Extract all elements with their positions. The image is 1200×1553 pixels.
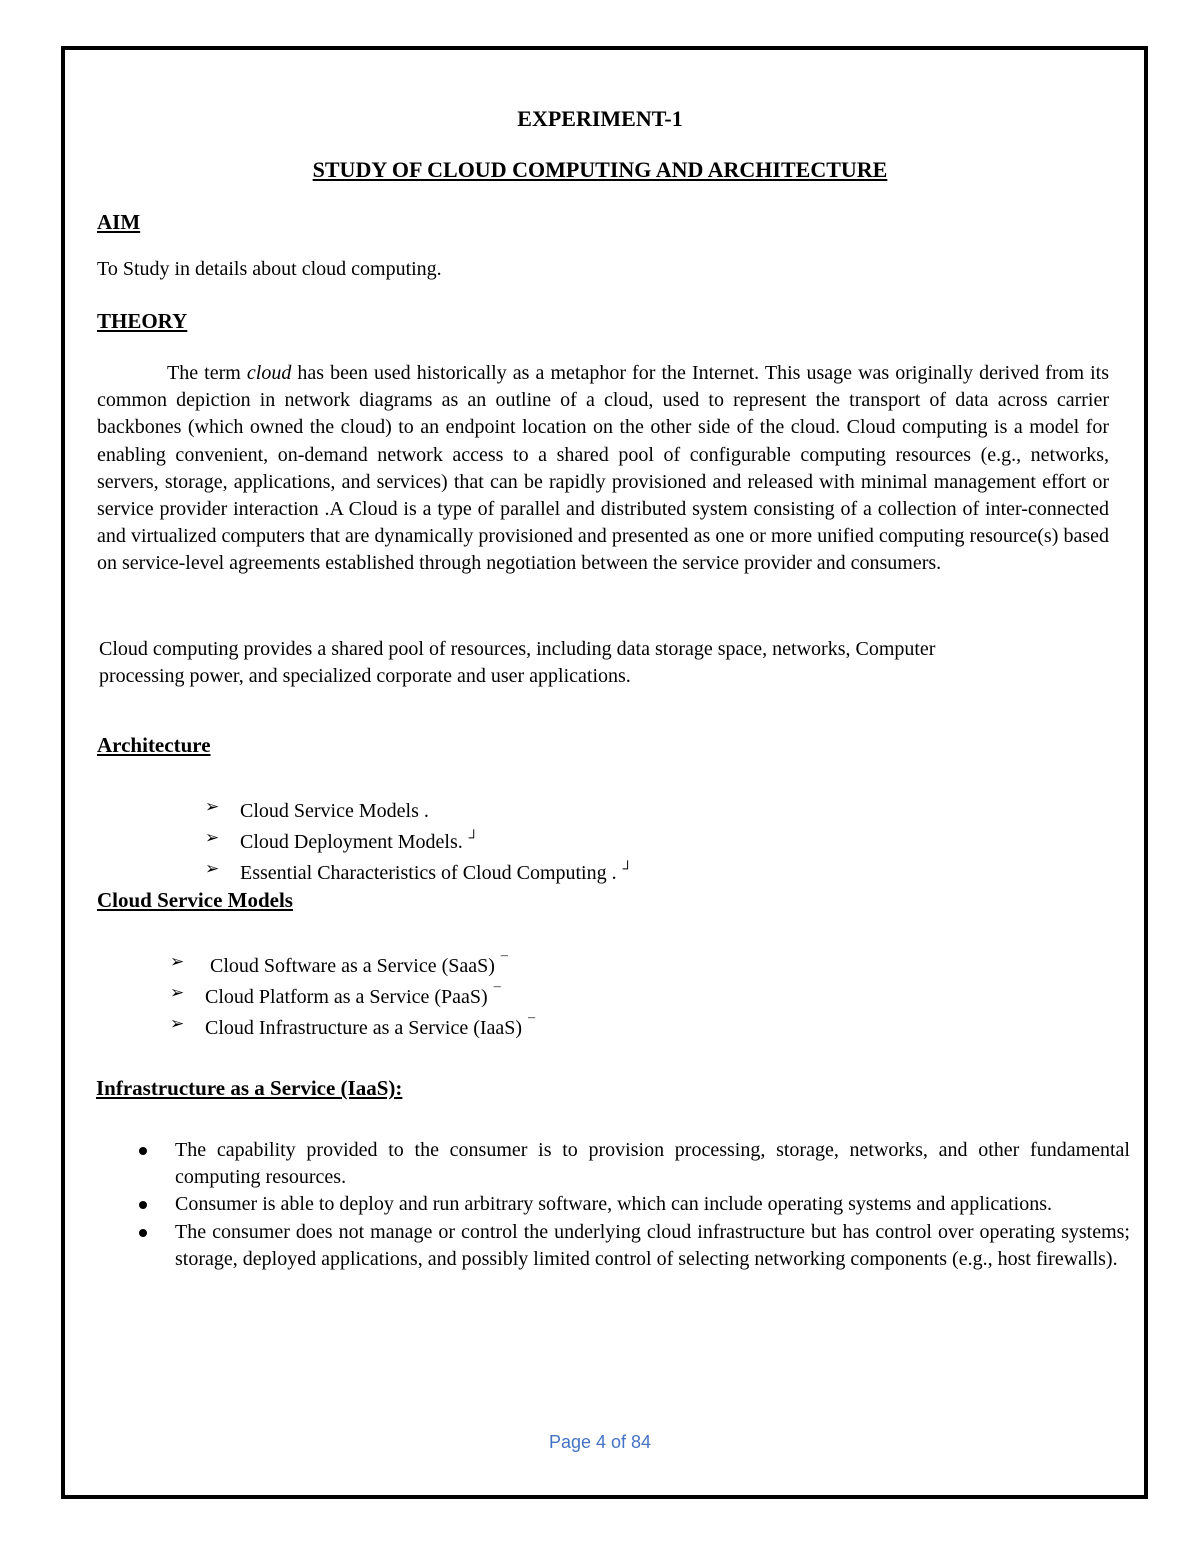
theory-para2-line2: processing power, and specialized corporate and user applications. [99,665,631,687]
experiment-label: EXPERIMENT-1 [517,106,683,131]
bullet-dot-icon [139,1147,147,1155]
theory-heading: THEORY [97,309,188,333]
theory-text-rest: has been used historically as a metaphor for the Internet. This usage was originally derived from its common depiction in network diagrams as an outline of a cloud, used to represent the transport of data across carrier backbones (which owned the cloud) to an endpoint location on the other side of the cloud. Cloud computing is a model for enabling convenient, on-demand network access to a shared pool of configurable computing resources (e.g., networks, servers, storage, applications, and services) that can be rapidly provisioned and released with minimal management effort or service provider interaction .A Cloud is a type of parallel and distributed system consisting of a collection of inter-connected and virtualized computers that are dynamically provisioned and presented as one or more unified computing resource(s) based on service-level agreements established through negotiation between the service provider and consumers. [97,362,1110,575]
service-model-mark: ¯ [528,1017,536,1032]
arrowhead-icon: ➢ [205,859,220,879]
theory-para2-line1: Cloud computing provides a shared pool of resources, including data storage space, networks, Computer [99,638,936,660]
architecture-item-mark: ┘ [622,862,633,877]
theory-text-start: The term [167,362,247,384]
architecture-item-label: Essential Characteristics of Cloud Computing . [240,862,617,884]
bullet-dot-icon [139,1201,147,1209]
arrowhead-icon: ➢ [205,828,220,848]
architecture-item-mark: ┘ [468,831,479,846]
service-model-mark: ¯ [493,986,501,1001]
arrowhead-icon: ➢ [170,983,185,1003]
architecture-heading: Architecture [97,733,211,757]
iaas-heading: Infrastructure as a Service (IaaS): [96,1076,403,1100]
iaas-bullet-text: Consumer is able to deploy and run arbitrary software, which can include operating systems and applications. [175,1193,1052,1216]
page-title: STUDY OF CLOUD COMPUTING AND ARCHITECTURE [312,157,888,182]
theory-paragraph [97,360,1109,578]
service-model-label: Cloud Infrastructure as a Service (IaaS) [205,1017,523,1039]
list-item [170,978,535,1009]
page-number: Page 4 of 84 [548,1432,652,1452]
iaas-bullet-text: The consumer does not manage or control the underlying cloud infrastructure but has control over operating systems; storage, deployed applications, and possibly limited control of selecting networking components (e.g., host firewalls). [175,1220,1130,1270]
list-item [96,1191,1130,1218]
list-item [205,823,633,854]
architecture-item-label: Cloud Deployment Models. [240,831,463,853]
list-item [170,1009,535,1040]
theory-italic-term: cloud [246,362,292,384]
list-item [205,792,633,823]
aim-text: To Study in details about cloud computing. [97,258,442,280]
list-item [205,854,633,885]
aim-heading: AIM [97,210,141,234]
list-item [96,1219,1130,1273]
iaas-list [96,1137,1130,1273]
arrowhead-icon: ➢ [205,797,220,817]
bullet-dot-icon [139,1229,147,1237]
service-model-label: Cloud Platform as a Service (PaaS) [205,986,488,1008]
architecture-list [205,792,633,885]
architecture-item-label: Cloud Service Models . [240,800,429,822]
iaas-bullet-text: The capability provided to the consumer is to provision processing, storage, networks, and other fundamental computing resources. [175,1139,1130,1189]
list-item [96,1137,1130,1191]
service-model-mark: ¯ [500,955,508,970]
arrowhead-icon: ➢ [170,1014,185,1034]
service-models-list [170,947,535,1040]
service-model-label: Cloud Software as a Service (SaaS) [210,955,495,977]
service-models-heading: Cloud Service Models [97,888,293,912]
arrowhead-icon: ➢ [170,952,185,972]
list-item [170,947,535,978]
